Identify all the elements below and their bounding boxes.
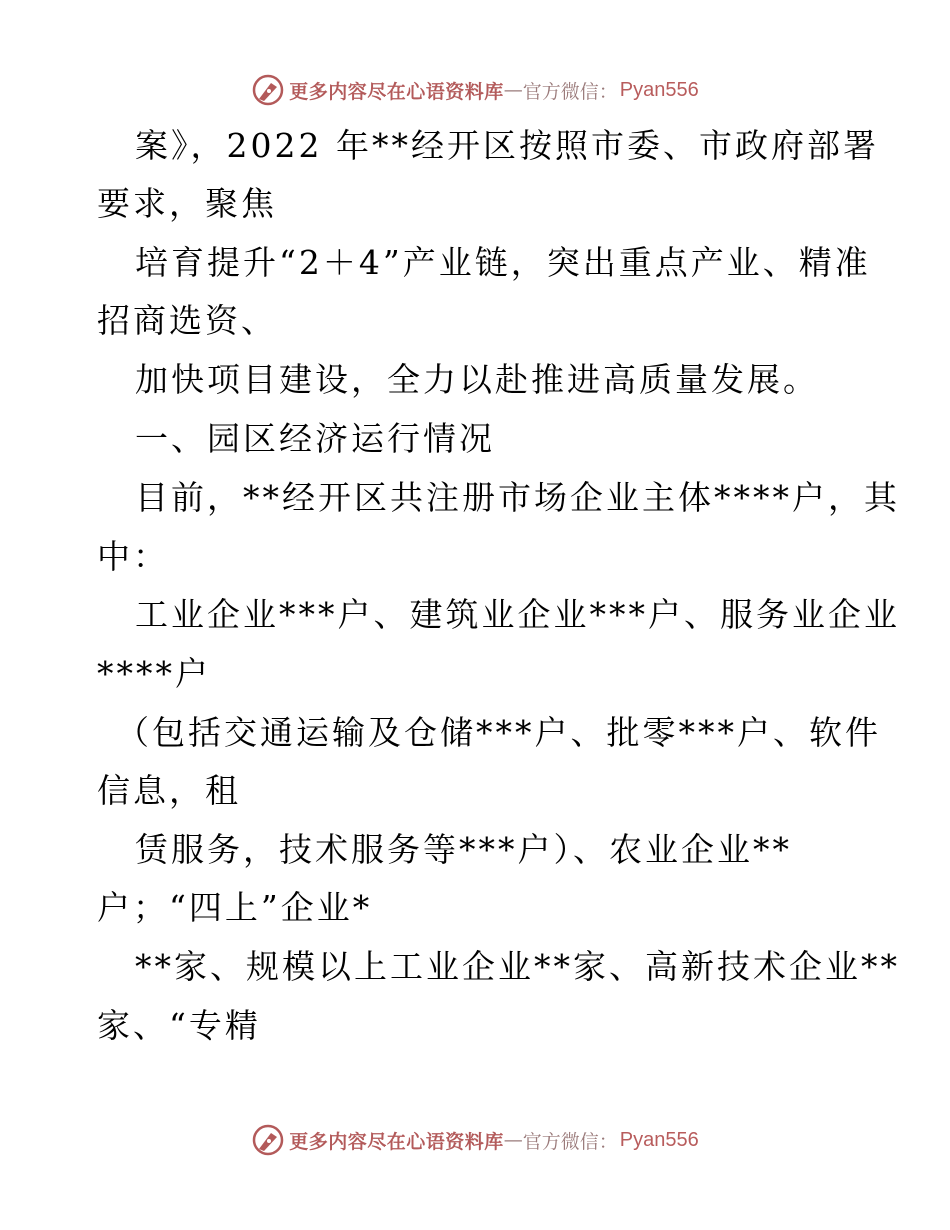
- paragraph-line: 培育提升“2＋4”产业链，突出重点产业、精准: [135, 243, 871, 282]
- watermark-separator: —: [503, 1129, 523, 1151]
- paragraph-line: 案》，2022 年**经开区按照市委、市政府部署: [135, 126, 879, 165]
- paragraph-line: 加快项目建设，全力以赴推进高质量发展。: [135, 360, 819, 399]
- pen-nib-logo-icon: [251, 73, 285, 107]
- section-heading: 一、园区经济运行情况: [135, 419, 495, 458]
- paragraph-line: 目前，**经开区共注册市场企业主体****户，其: [135, 478, 900, 517]
- watermark-site-text: 更多内容尽在心语资料库: [289, 80, 504, 103]
- watermark-contact-id: Pyan556: [619, 78, 699, 101]
- footer-watermark: [0, 1118, 950, 1162]
- header-watermark: [0, 68, 950, 112]
- paragraph-line: ****户: [97, 654, 211, 693]
- paragraph-line: 家、“专精: [97, 1006, 261, 1045]
- pen-nib-logo-icon: [251, 1123, 285, 1157]
- paragraph-line: 户；“四上”企业*: [97, 888, 373, 927]
- watermark-contact-label: 官方微信：: [522, 80, 618, 103]
- paragraph-line: （包括交通运输及仓储***户、批零***户、软件: [116, 713, 881, 752]
- paragraph-line: 要求，聚焦: [97, 184, 277, 223]
- paragraph-line: 中：: [97, 537, 169, 576]
- watermark-contact-label: 官方微信：: [522, 1130, 618, 1153]
- paragraph-line: 招商选资、: [97, 301, 277, 340]
- watermark-site-text: 更多内容尽在心语资料库: [289, 1130, 504, 1153]
- paragraph-line: 赁服务，技术服务等***户）、农业企业**: [135, 830, 792, 869]
- paragraph-line: **家、规模以上工业企业**家、高新技术企业**: [135, 947, 900, 986]
- watermark-contact-id: Pyan556: [619, 1128, 699, 1151]
- watermark-separator: —: [503, 79, 523, 101]
- paragraph-line: 信息，租: [97, 771, 241, 810]
- paragraph-line: 工业企业***户、建筑业企业***户、服务业企业: [135, 595, 900, 634]
